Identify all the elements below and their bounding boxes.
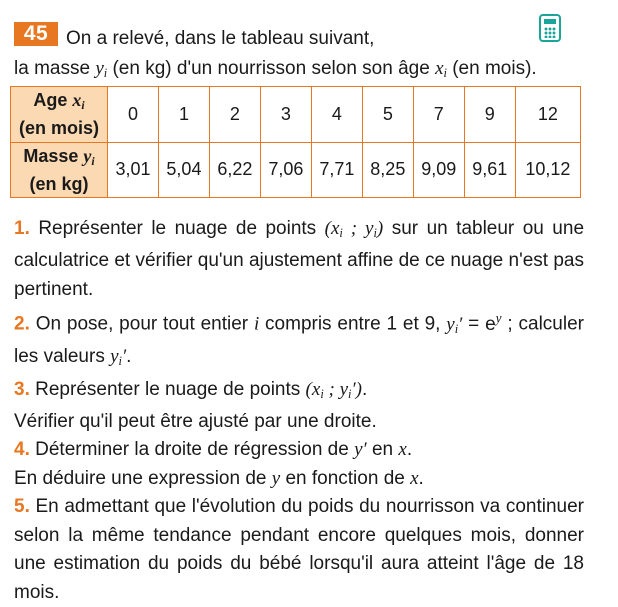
mass-cell: 9,61 [464,142,515,198]
intro-line-1: On a relevé, dans le tableau suivant, [66,28,375,49]
mass-cell: 7,06 [260,142,311,198]
age-cell: 12 [515,87,580,143]
age-cell: 1 [158,87,209,143]
mass-cell: 10,12 [515,142,580,198]
exercise-intro [14,24,594,88]
question-2: 2. On pose, pour tout entier i compris entre 1 et 9, $y_i' = e^y$ ; calculer les valeurs $y_i'$. [14,310,584,369]
question-3: 3. Représenter le nuage de points ($x_i$ ; $y_i'$). Vérifier qu'il peut être ajusté par une droite. [14,378,377,433]
mass-cell: 7,71 [311,142,362,198]
questions [14,215,584,607]
intro-line-2: la masse $y_i$ (en kg) d'un nourrisson selon son âge $x_i$ (en mois). [14,58,537,81]
mass-cell: 9,09 [413,142,464,198]
question-4: 4. Déterminer la droite de régression de y′ en x. En déduire une expression de y en fonction de x. [14,439,424,489]
table-row-age [11,87,581,143]
age-cell: 3 [260,87,311,143]
age-cell: 9 [464,87,515,143]
exercise-number: 45 [14,22,58,46]
mass-cell: 8,25 [362,142,413,198]
age-cell: 0 [108,87,159,143]
mass-cell: 5,04 [158,142,209,198]
mass-cell: 3,01 [108,142,159,198]
header-age: Age $x_i$ (en mois) [11,87,108,143]
age-cell: 4 [311,87,362,143]
mass-cell: 6,22 [209,142,260,198]
question-5: 5. En admettant que l'évolution du poids du nourrisson va continuer selon la même tendance pendant encore quelques mois, donner une estimation du poids du bébé lorsqu'il aura atteint l'âge de 18 mois. [14,496,584,603]
question-1: 1. Représenter le nuage de points ($x_i$ ; $y_i$) sur un tableur ou une calculatrice et vérifier qu'un ajustement affine de ce nuage n'est pas pertinent. [14,218,585,300]
age-cell: 7 [413,87,464,143]
header-mass: Masse $y_i$ (en kg) [11,142,108,198]
age-cell: 5 [362,87,413,143]
data-table [10,86,581,198]
table-row-mass [11,142,581,198]
age-cell: 2 [209,87,260,143]
